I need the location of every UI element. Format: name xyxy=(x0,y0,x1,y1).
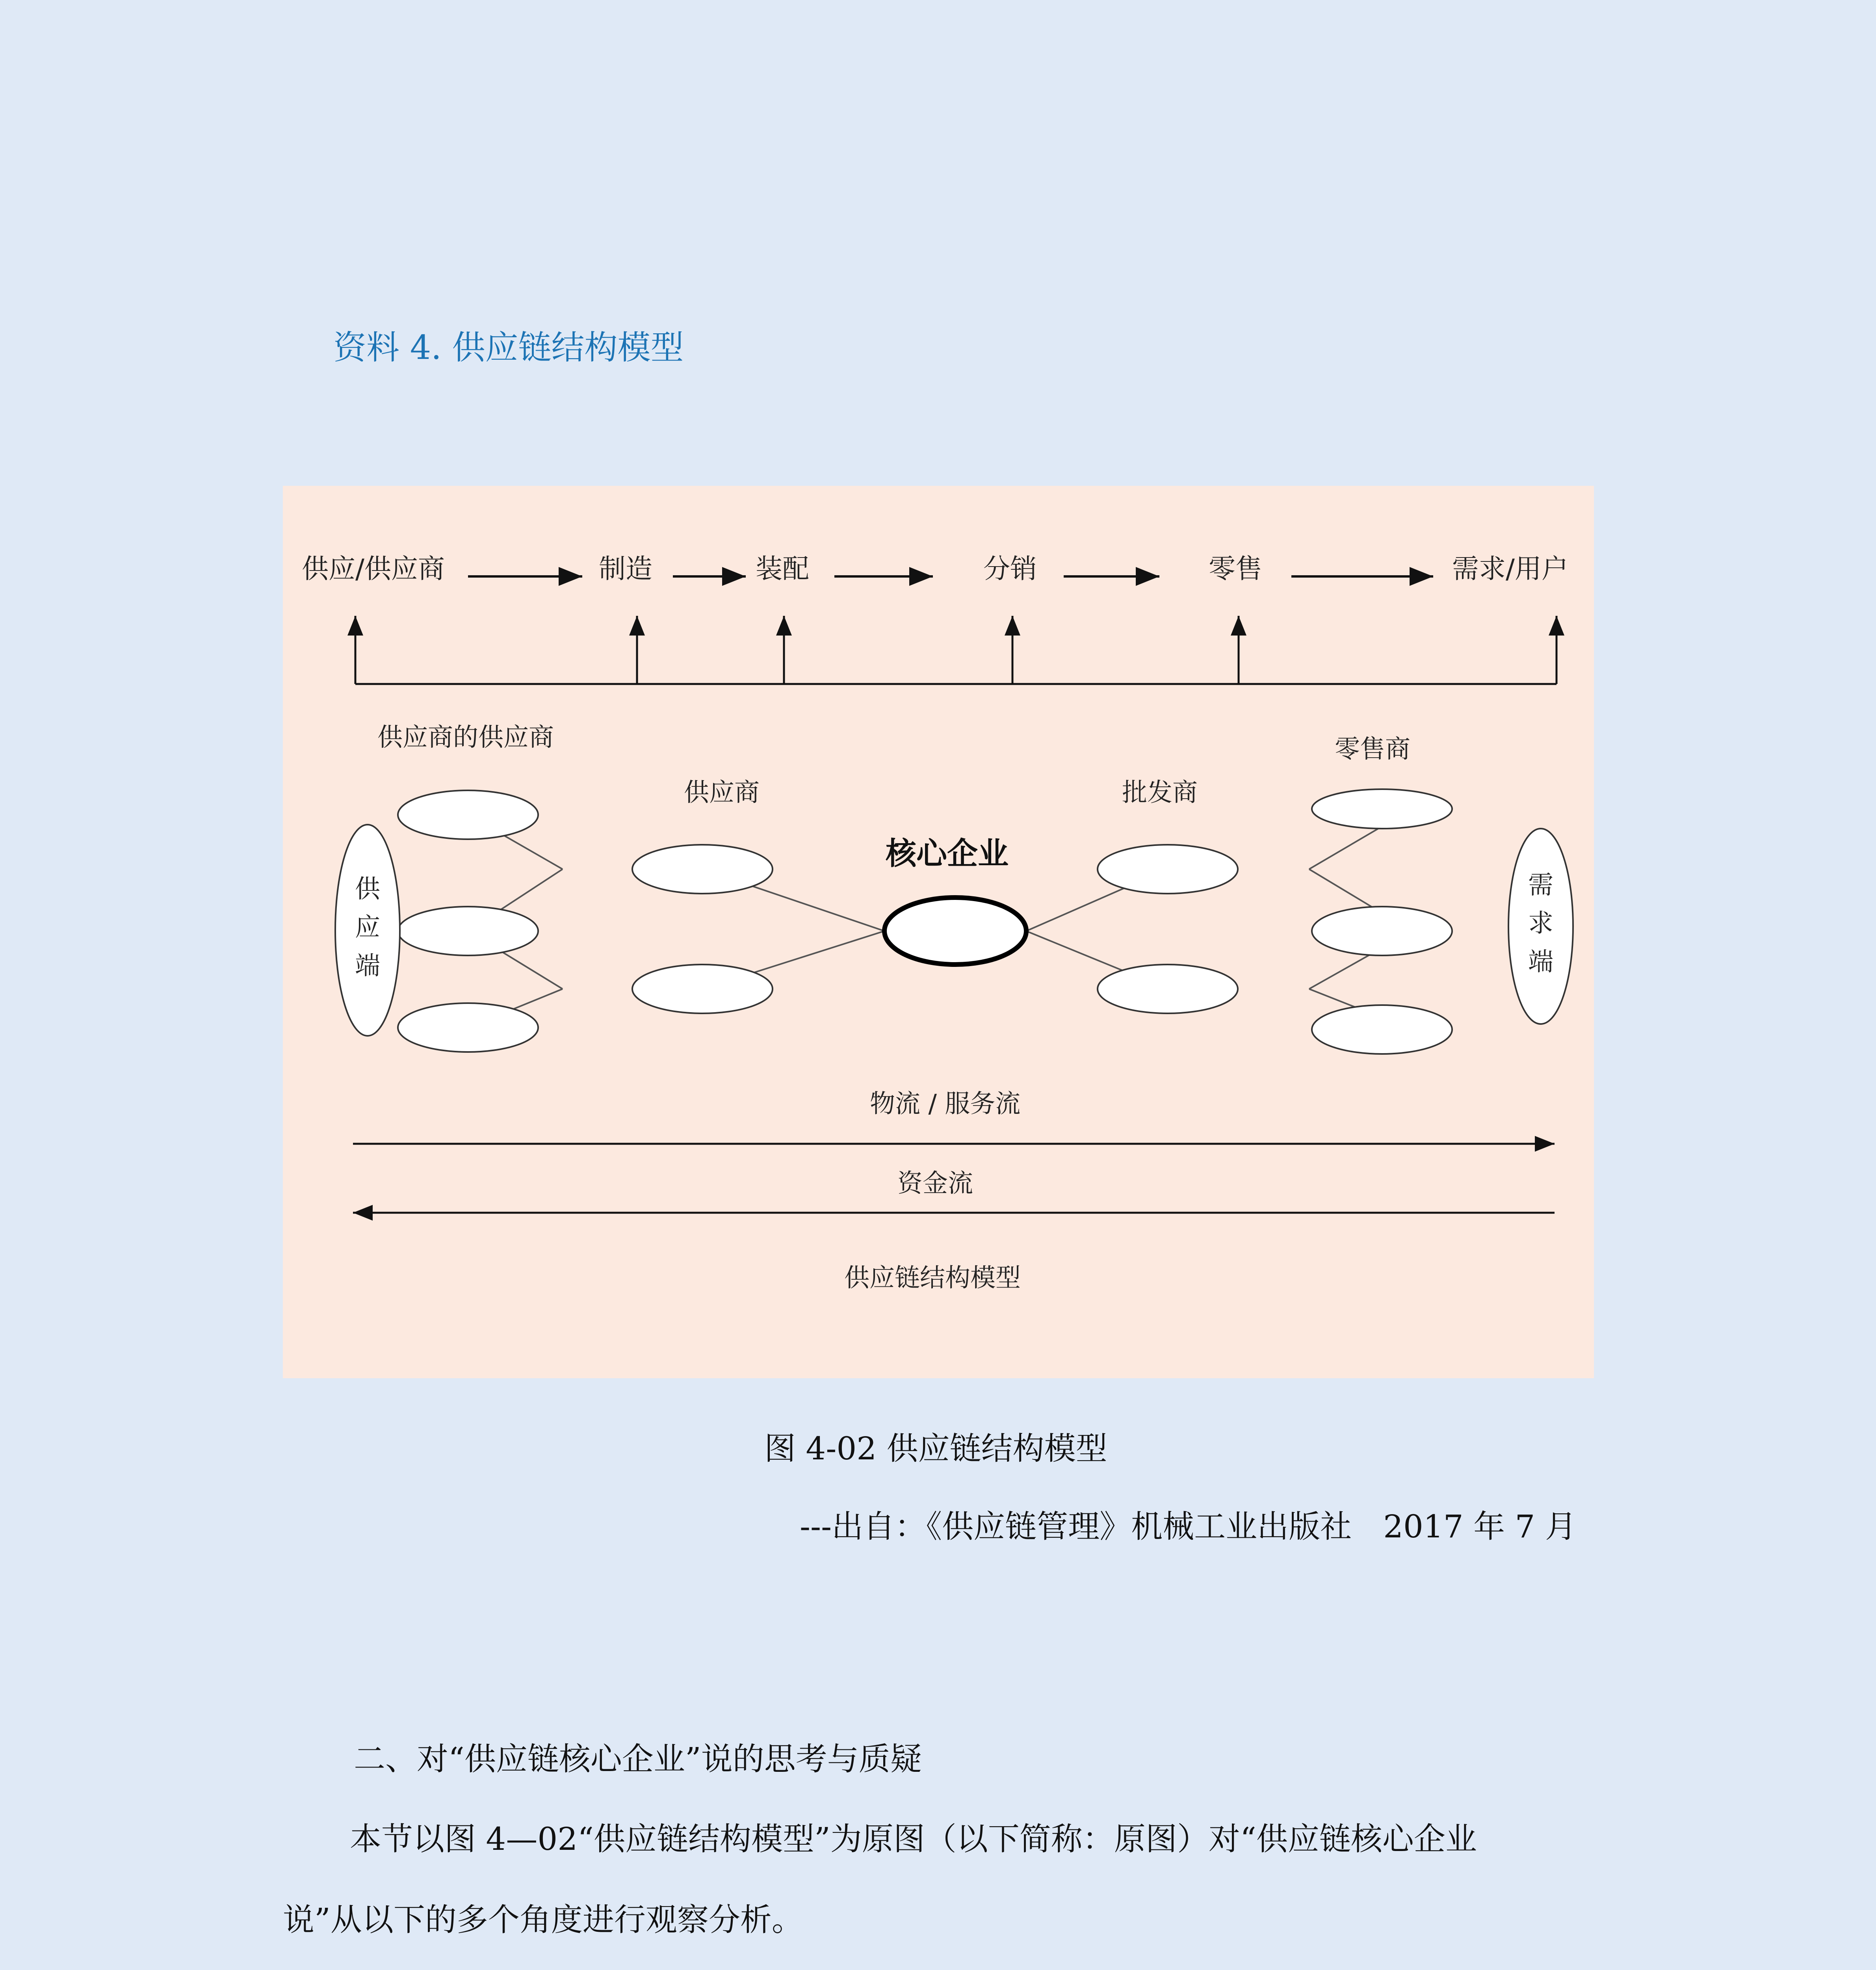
demand-end-char-3: 端 xyxy=(1528,948,1553,977)
section-title: 资料 4. 供应链结构模型 xyxy=(333,328,684,367)
demand-end-char-2: 求 xyxy=(1528,909,1553,938)
node-retailer-2 xyxy=(1312,907,1452,955)
node-supplier-of-supplier-1 xyxy=(398,790,538,839)
supply-chain-diagram xyxy=(283,486,1594,1378)
chain-label-retail: 零售 xyxy=(1209,554,1263,585)
node-retailer-3 xyxy=(1312,1005,1452,1054)
node-retailer-1 xyxy=(1312,789,1452,829)
node-wholesaler-1 xyxy=(1098,845,1238,894)
intro-paragraph-line-1: 本节以图 4—02“供应链结构模型”为原图（以下简称：原图）对“供应链核心企业 xyxy=(350,1821,1477,1857)
label-core-enterprise: 核心企业 xyxy=(886,836,1009,872)
node-supplier-of-supplier-2 xyxy=(398,907,538,955)
demand-end-char-1: 需 xyxy=(1528,871,1553,900)
chain-label-supply: 供应/供应商 xyxy=(302,554,445,585)
figure-source: ---出自：《供应链管理》机械工业出版社 2017 年 7 月 xyxy=(800,1508,1577,1545)
figure-caption: 图 4-02 供应链结构模型 xyxy=(764,1430,1107,1467)
node-supplier-of-supplier-3 xyxy=(398,1003,538,1052)
label-supplier-of-supplier: 供应商的供应商 xyxy=(377,723,554,752)
node-supplier-2 xyxy=(632,965,773,1013)
intro-paragraph-line-2: 说”从以下的多个角度进行观察分析。 xyxy=(283,1901,803,1938)
label-capital-flow: 资金流 xyxy=(897,1169,973,1198)
heading-level-2: 二、对“供应链核心企业”说的思考与质疑 xyxy=(354,1741,922,1777)
diagram-title: 供应链结构模型 xyxy=(844,1264,1021,1293)
supply-end-char-2: 应 xyxy=(355,913,380,942)
supply-end-char-3: 端 xyxy=(355,952,380,981)
chain-label-distribution: 分销 xyxy=(983,554,1037,585)
chain-label-demand: 需求/用户 xyxy=(1452,554,1568,585)
supply-end-char-1: 供 xyxy=(355,875,380,904)
node-wholesaler-2 xyxy=(1098,965,1238,1013)
label-wholesaler: 批发商 xyxy=(1122,778,1198,807)
label-logistics-flow: 物流 / 服务流 xyxy=(870,1089,1021,1119)
chain-label-manufacture: 制造 xyxy=(599,554,653,585)
label-supplier: 供应商 xyxy=(684,778,760,807)
node-core-enterprise xyxy=(884,898,1026,965)
chain-bracket xyxy=(355,616,1557,684)
node-supplier-1 xyxy=(632,845,773,894)
chain-label-assembly: 装配 xyxy=(756,554,810,585)
label-retailer: 零售商 xyxy=(1335,735,1410,764)
